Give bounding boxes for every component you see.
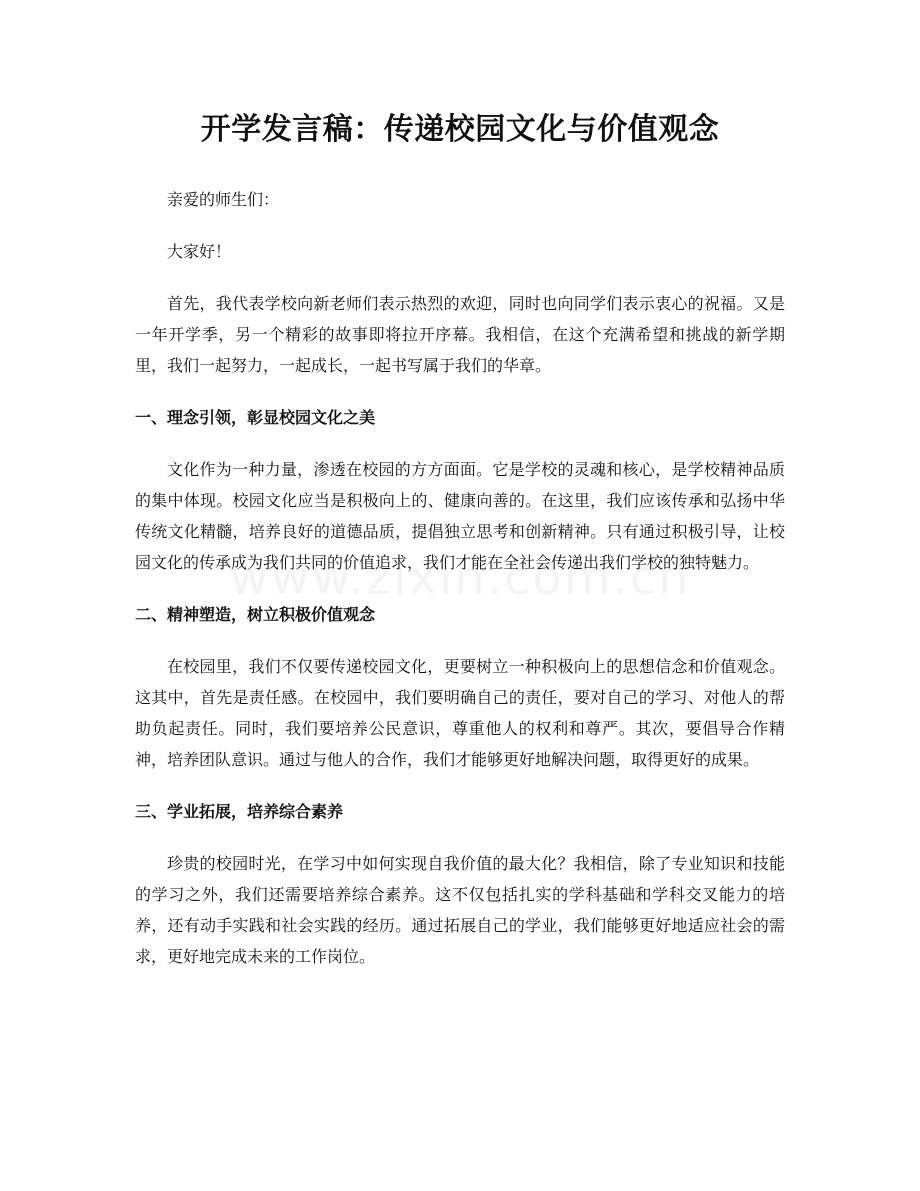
intro-paragraph: 首先，我代表学校向新老师们表示热烈的欢迎，同时也向同学们表示衷心的祝福。又是一年开学季，另一个精彩的故事即将拉开序幕。我相信，在这个充满希望和挑战的新学期里，我们一起努力，一起成长，一起书写属于我们的华章。 bbox=[135, 294, 785, 375]
section-paragraph: 在校园里，我们不仅要传递校园文化，更要树立一种积极向上的思想信念和价值观念。这其中，首先是责任感。在校园中，我们要明确自己的责任，要对自己的学习、对他人的帮助负起责任。同时，我们要培养公民意识，尊重他人的权利和尊严。其次，要倡导合作精神，培养团队意识。通过与他人的合作，我们才能够更好地解决问题，取得更好的成果。 bbox=[135, 657, 785, 769]
section-paragraph: 文化作为一种力量，渗透在校园的方方面面。它是学校的灵魂和核心，是学校精神品质的集中体现。校园文化应当是积极向上的、健康向善的。在这里，我们应该传承和弘扬中华传统文化精髓，培养良好的道德品质，提倡独立思考和创新精神。只有通过积极引导，让校园文化的传承成为我们共同的价值追求，我们才能在全社会传递出我们学校的独特魅力。 bbox=[135, 460, 785, 572]
section-paragraph: 珍贵的校园时光，在学习中如何实现自我价值的最大化？我相信，除了专业知识和技能的学习之外，我们还需要培养综合素养。这不仅包括扎实的学科基础和学科交叉能力的培养，还有动手实践和社会实践的经历。通过拓展自己的学业，我们能够更好地适应社会的需求，更好地完成未来的工作岗位。 bbox=[135, 854, 785, 966]
greeting: 大家好！ bbox=[167, 242, 232, 261]
salutation: 亲爱的师生们： bbox=[167, 190, 280, 209]
section-heading: 二、精神塑造，树立积极价值观念 bbox=[135, 605, 376, 624]
section-heading: 一、理念引领，彰显校园文化之美 bbox=[135, 408, 376, 427]
section-heading: 三、学业拓展，培养综合素养 bbox=[135, 802, 344, 821]
document-body bbox=[135, 184, 785, 993]
page-title: 开学发言稿：传递校园文化与价值观念 bbox=[200, 112, 720, 147]
